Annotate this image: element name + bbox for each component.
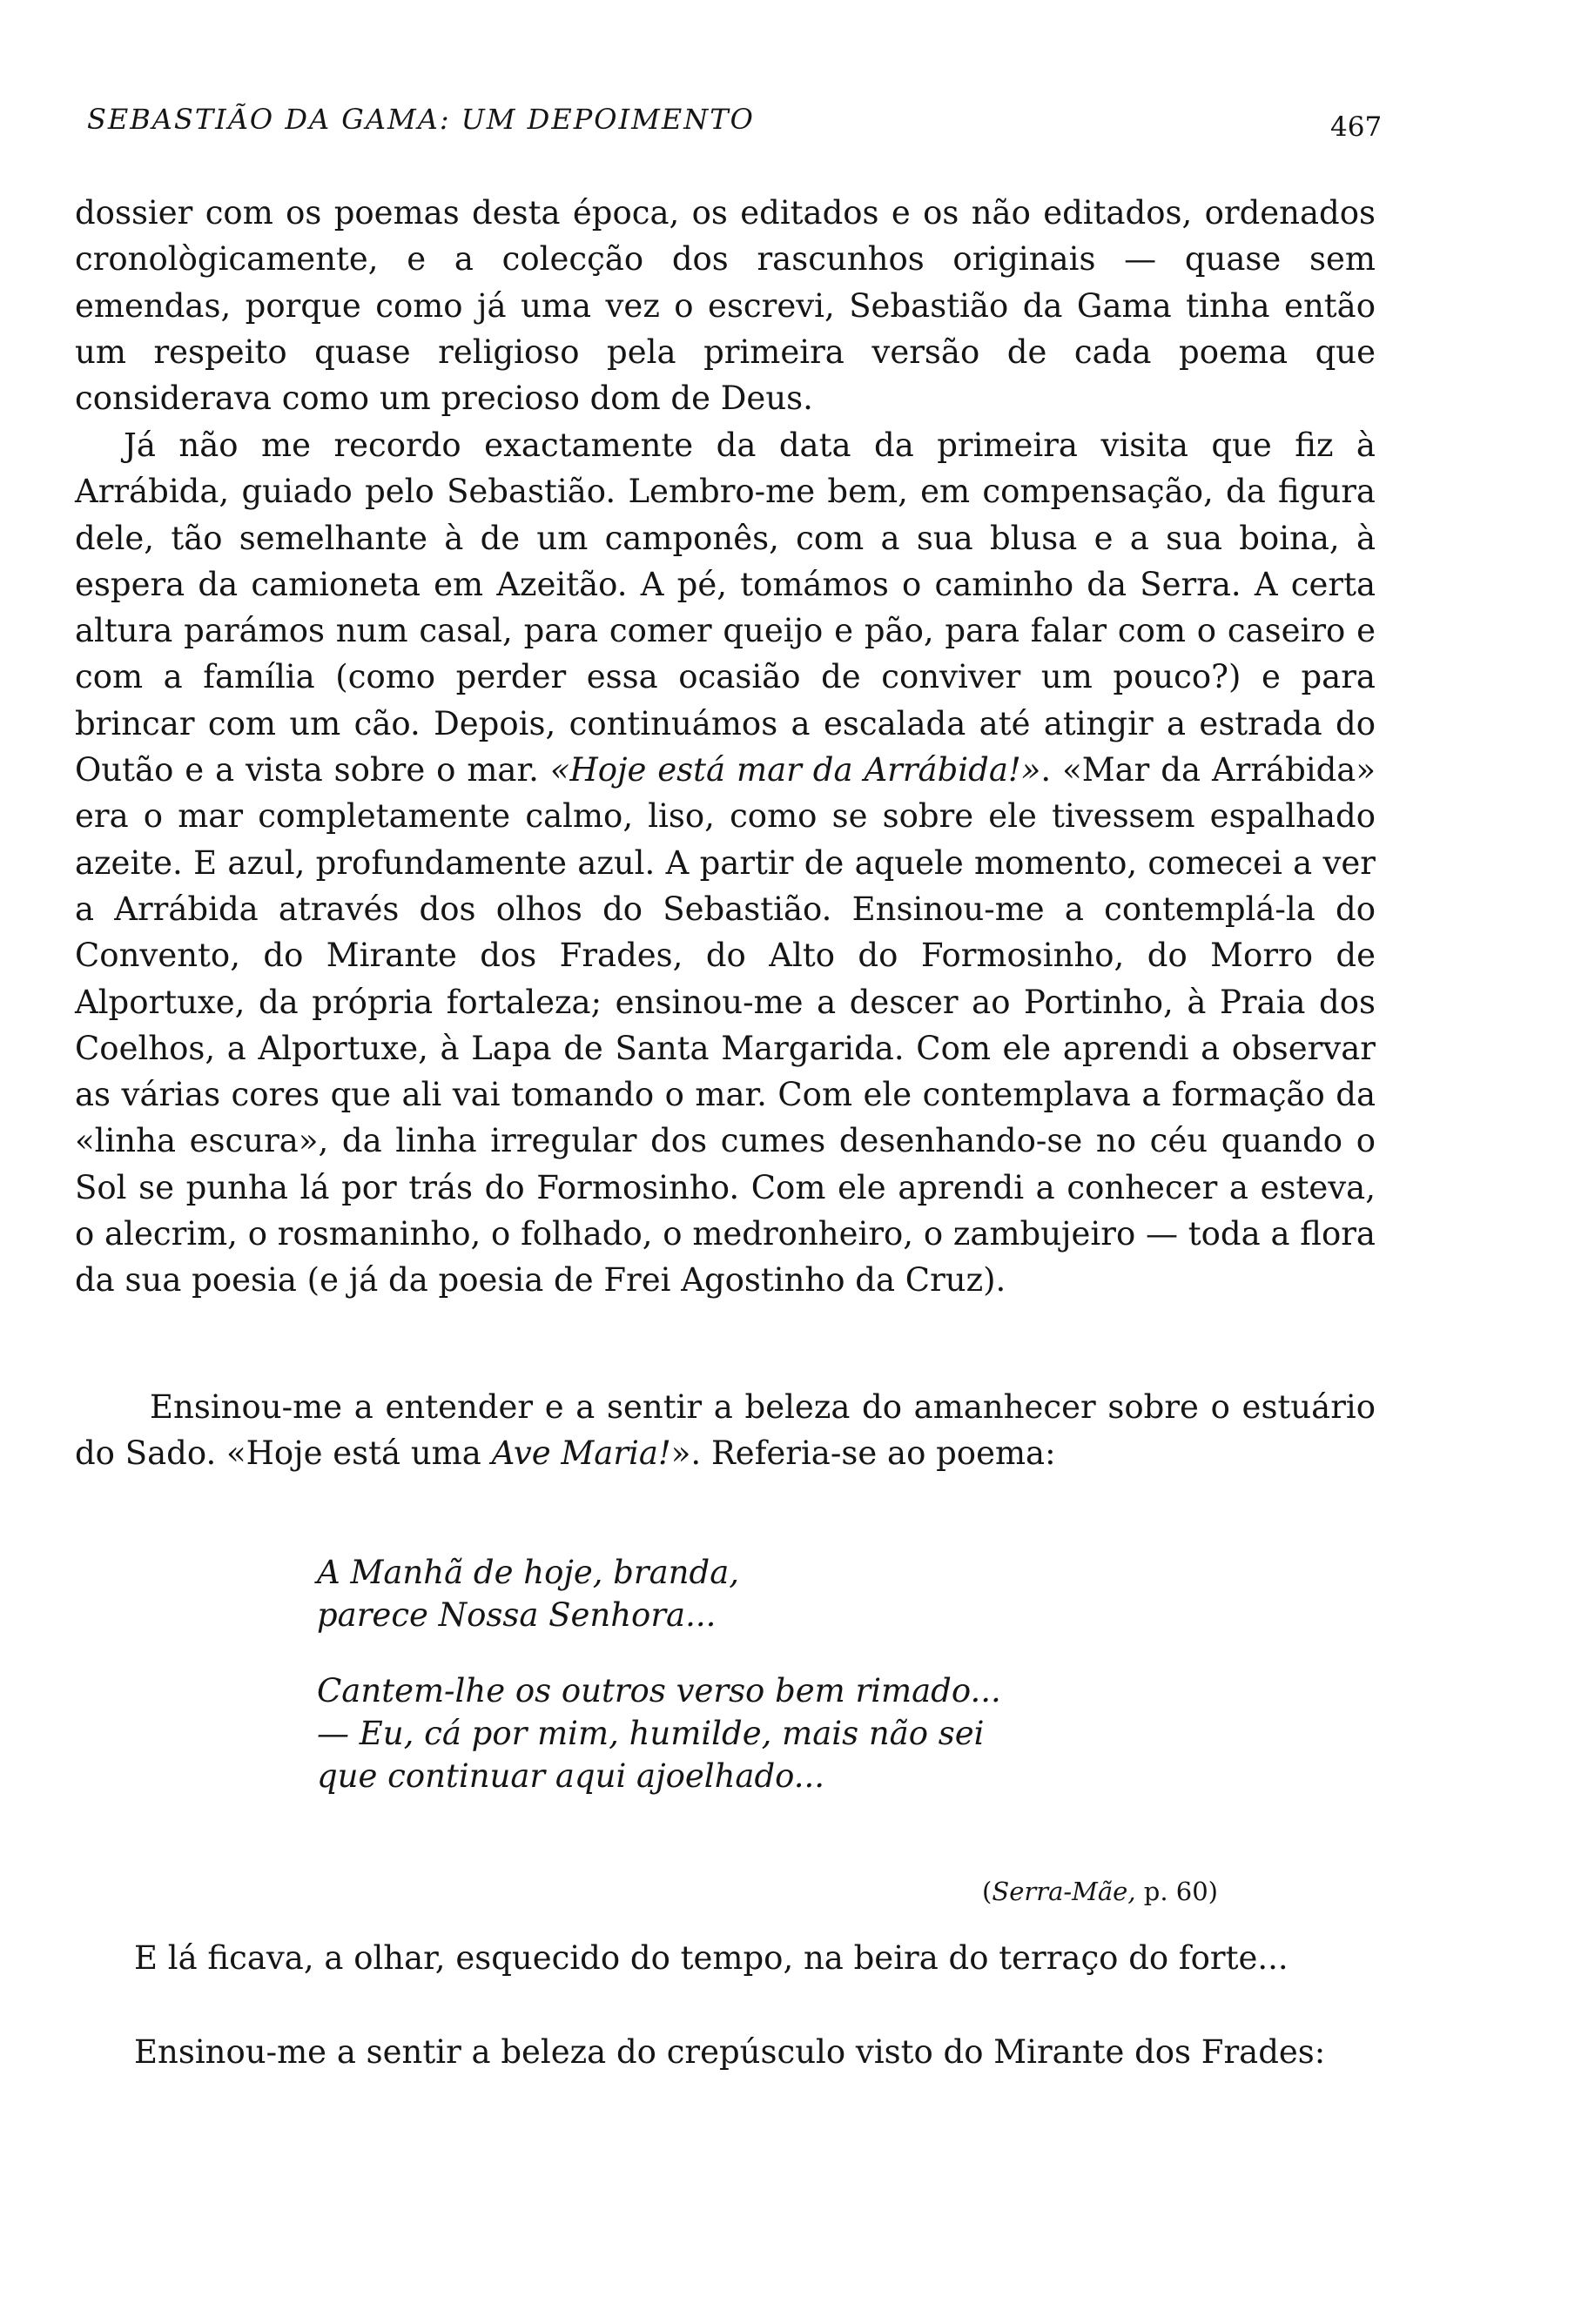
paragraph-3-text-start: Ensinou-me a entender e a sentir a beleza do amanhecer sobre o estuário do Sado. «Hoje está uma [75,1388,1376,1473]
citation-open: ( [982,1877,992,1906]
paragraph-2-quote: «Hoje está mar da Arrábida!» [549,751,1041,789]
paragraph-3-text-end: ». Referia-se ao poema: [670,1434,1056,1473]
poem-line: — Eu, cá por mim, humilde, mais não sei [317,1715,985,1752]
poem-line: parece Nossa Senhora... [317,1596,717,1634]
paragraph-2-text-start: Já não me recordo exactamente da data da primeira visita que fiz à Arrábida, guiado pelo Sebastião. Lembro-me bem, em compensação, da figura dele, tão semelhante à de um camponês, com a sua blusa e a sua boina, à espera da camioneta em Azeitão. A pé, tomámos o caminho da Serra. A certa altura parámos num casal, para comer queijo e pão, para falar com o caseiro e com a família (como perder essa ocasião de conviver um pouco?) e para brincar com um cão. Depois, continuámos a escalada até atingir a estrada do Outão e a vista sobre o mar. [75,427,1376,789]
paragraph-3 [75,1384,1376,1477]
poem-line: A Manhã de hoje, branda, [317,1554,740,1591]
paragraph-3-quote: Ave Maria! [491,1434,671,1473]
poem-line: que continuar aqui ajoelhado... [317,1757,825,1795]
poem-citation [982,1877,1218,1906]
citation-page: p. 60) [1135,1877,1218,1906]
poem-stanza-1 [317,1551,739,1636]
citation-title: Serra-Mãe, [992,1877,1136,1906]
paragraph-5: Ensinou-me a sentir a beleza do crepúsculo visto do Mirante dos Frades: [134,2033,1326,2071]
paragraph-4: E lá ficava, a olhar, esquecido do tempo, na beira do terraço do forte... [134,1939,1289,1977]
poem-line: Cantem-lhe os outros verso bem rimado... [317,1672,1001,1709]
running-head: SEBASTIÃO DA GAMA: UM DEPOIMENTO [87,103,755,136]
paragraph-1: dossier com os poemas desta época, os editados e os não editados, ordenados cronològicamente, e a colecção dos rascunhos originais — quase sem emendas, porque como já uma vez o escrevi, Sebastião da Gama tinha então um respeito quase religioso pela primeira versão de cada poema que considerava como um precioso dom de Deus. [75,194,1376,418]
poem-stanza-2 [317,1669,1001,1797]
page-number: 467 [1330,111,1383,143]
paragraph-2-text-end: . «Mar da Arrábida» era o mar completamente calmo, liso, como se sobre ele tivessem espalhado azeite. E azul, profundamente azul. A partir de aquele momento, comecei a ver a Arrábida através dos olhos do Sebastião. Ensinou-me a contemplá-la do Convento, do Mirante dos Frades, do Alto do Formosinho, do Morro de Alportuxe, da própria fortaleza; ensinou-me a descer ao Portinho, à Praia dos Coelhos, a Alportuxe, à Lapa de Santa Margarida. Com ele aprendi a observar as várias cores que ali vai tomando o mar. Com ele contemplava a formação da «linha escura», da linha irregular dos cumes desenhando-se no céu quando o Sol se punha lá por trás do Formosinho. Com ele aprendi a conhecer a esteva, o alecrim, o rosmaninho, o folhado, o medronheiro, o zambujeiro — toda a flora da sua poesia (e já da poesia de Frei Agostinho da Cruz). [75,751,1376,1300]
paragraph-2 [75,422,1376,1304]
